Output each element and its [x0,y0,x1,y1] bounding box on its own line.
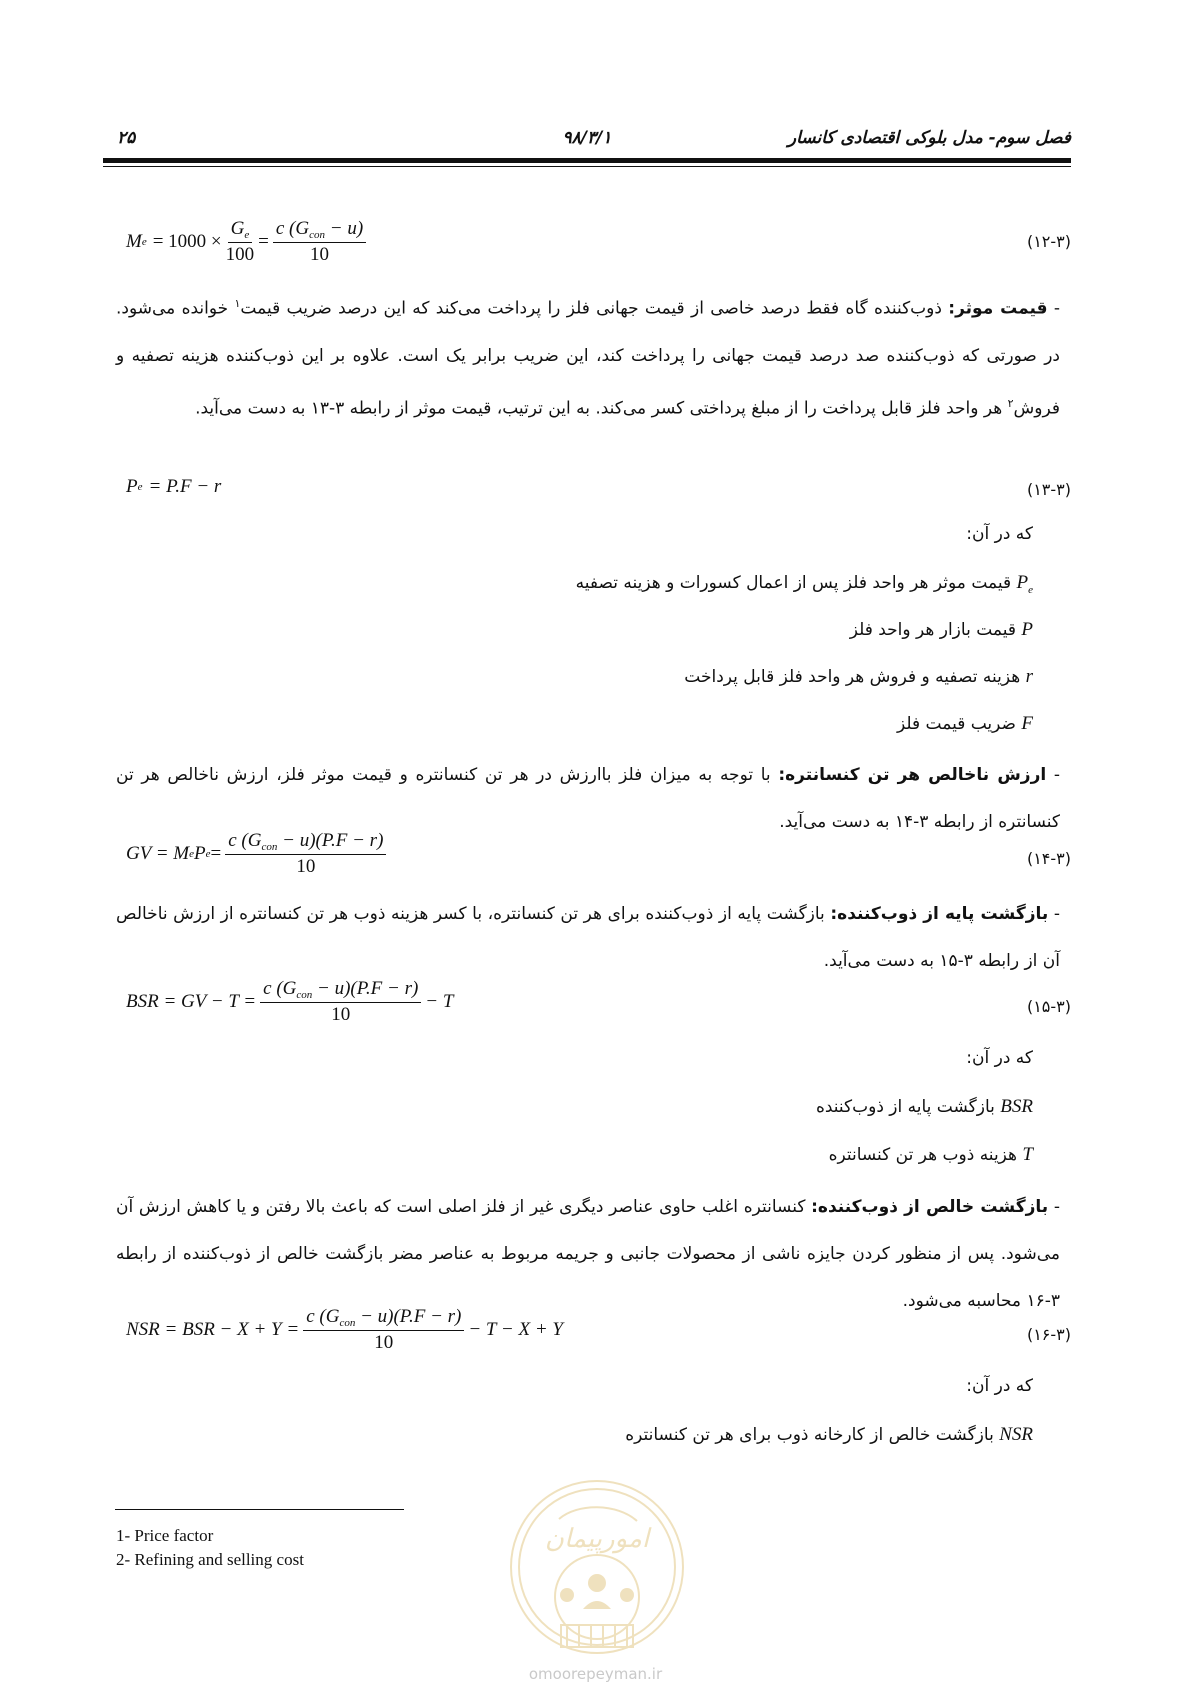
paragraph-net-smelter-return [116,1184,1060,1325]
eq-term: − u)(P.F − r) [355,1306,462,1327]
text: خوانده می‌شود. در صورتی که ذوب‌کننده صد درصد قیمت جهانی را پرداخت کند، این ضریب برابر یک است. علاوه بر این ذوب‌کننده هزینه تصفیه و فروش [116,298,1060,419]
eq-subscript: e [189,848,195,860]
watermark-url: omoorepeyman.ir [528,1665,663,1683]
definition-item [625,1424,1033,1446]
equation-13-3 [126,476,221,498]
eq-term: − u) [325,218,364,239]
definition-item [850,619,1033,641]
fraction [225,830,386,878]
eq-term: c (G [263,978,297,999]
watermark-logo-text: امورپیمان [544,1524,650,1554]
definition-item [816,1096,1033,1118]
eq-term: − T [425,991,454,1012]
page-number: ۲۵ [117,128,136,148]
eq-term: = P.F − r [148,476,222,497]
dash: - [1047,298,1061,319]
eq-term: c (G [228,830,262,851]
footnote-ref[interactable]: ۲ [1007,396,1014,410]
variable: r [1025,666,1033,687]
footnote-1: 1- Price factor [116,1526,214,1545]
eq-term: 10 [310,244,330,265]
definition-item [829,1144,1033,1166]
variable: F [1021,713,1033,734]
equation-15-3 [126,978,453,1026]
equation-16-3 [126,1306,563,1354]
definition-item [684,666,1033,688]
definition-text: ضریب قیمت فلز [897,714,1022,734]
eq-term: c (G [306,1306,340,1327]
eq-subscript: con [309,229,325,241]
variable: P [1021,619,1033,640]
equation-number: (۱۶-۳) [1026,1325,1071,1344]
where-label: که در آن: [966,524,1033,544]
text: هر واحد فلز قابل پرداخت را از مبلغ پرداختی کسر می‌کند. به این ترتیب، قیمت موثر از رابطه ۳-۱۳ به دست می‌آید. [195,398,1008,419]
bold-term: بازگشت خالص از ذوب‌کننده: [811,1197,1049,1217]
dash: - [1048,1197,1060,1217]
definition-text: قیمت بازار هر واحد فلز [849,620,1022,640]
fraction [260,978,421,1026]
definition-text: هزینه تصفیه و فروش هر واحد فلز قابل پرداخت [684,667,1026,687]
eq-term: = 1000 × [152,231,222,252]
variable: BSR [1000,1096,1033,1117]
variable: NSR [999,1424,1033,1445]
eq-term: G [230,218,245,239]
eq-term: P [126,476,138,497]
bold-term: بازگشت پایه از ذوب‌کننده: [830,904,1049,924]
equation-number: (۱۲-۳) [1026,232,1071,251]
eq-term: 10 [331,1004,351,1025]
eq-term: = [210,843,222,864]
paragraph-effective-price [116,280,1060,432]
fraction [226,218,255,266]
definition-text: هزینه ذوب هر تن کنسانتره [828,1145,1023,1165]
where-label: که در آن: [966,1376,1033,1396]
eq-subscript: con [261,841,278,853]
eq-subscript: con [296,989,313,1001]
eq-term: 100 [225,244,255,265]
eq-term: M [126,231,142,252]
eq-subscript: e [1028,583,1033,596]
definition-text: بازگشت خالص از کارخانه ذوب برای هر تن کنسانتره [625,1425,1000,1445]
definition-item [576,572,1033,596]
header-date: ۹۸/۳/۱ [562,128,612,148]
eq-term: BSR = GV − T = [126,991,257,1012]
definition-item [897,713,1033,735]
eq-term: c (G [275,218,310,239]
eq-term: 10 [374,1332,394,1353]
eq-subscript: e [137,481,143,493]
footnote-2: 2- Refining and selling cost [116,1550,304,1569]
fraction [273,218,366,266]
bold-term: قیمت موثر: [948,298,1048,319]
eq-term: NSR = BSR − X + Y = [126,1319,300,1340]
chapter-title: فصل سوم- مدل بلوکی اقتصادی کانسار [787,128,1071,148]
equation-number: (۱۴-۳) [1026,849,1071,868]
bold-term: ارزش ناخالص هر تن کنسانتره: [778,765,1047,785]
dash: - [1048,904,1060,924]
text: با توجه به میزان فلز باارزش در هر تن کنسانتره و قیمت موثر فلز، ارزش ناخالص هر تن کنسانتره از رابطه ۳-۱۴ به دست می‌آید. [116,765,1060,832]
definition-text: قیمت موثر هر واحد فلز پس از اعمال کسورات و هزینه تصفیه [575,573,1017,593]
seal-icon [507,1475,687,1665]
eq-term: P [194,843,206,864]
eq-term: − u)(P.F − r) [277,830,384,851]
equation-number: (۱۵-۳) [1026,997,1071,1016]
dash: - [1046,765,1061,785]
header-rule-thick [103,158,1071,163]
footnote-ref[interactable]: ۱ [234,297,241,310]
eq-term: 10 [296,856,316,877]
eq-subscript: e [141,236,147,248]
eq-subscript: con [339,1317,356,1329]
eq-term: − u)(P.F − r) [312,978,419,999]
variable: P [1016,572,1029,593]
variable: T [1022,1144,1033,1165]
text: ذوب‌کننده گاه فقط درصد خاصی از قیمت جهانی فلز را پرداخت می‌کند که این درصد ضریب قیمت [240,298,949,319]
running-header [103,128,1071,154]
eq-term: GV = M [126,843,190,864]
where-label: که در آن: [966,1048,1033,1068]
header-rule-thin [103,166,1071,167]
definition-text: بازگشت پایه از ذوب‌کننده [815,1097,1001,1117]
text: بازگشت پایه از ذوب‌کننده برای هر تن کنسانتره، با کسر هزینه ذوب هر تن کنسانتره از ارزش ناخالص آن از رابطه ۳-۱۵ به دست می‌آید. [116,904,1060,971]
eq-subscript: e [205,848,211,860]
paragraph-base-smelter-return [116,891,1060,985]
watermark-logo [507,1475,687,1665]
eq-subscript: e [244,229,250,241]
text: کنسانتره اغلب حاوی عناصر دیگری غیر از فلز اصلی است که باعث بالا رفتن و یا کاهش ارزش آن می‌شود. پس از منظور کردن جایزه ناشی از محصولات جانبی و جریمه مربوط به عناصر مضر بازگشت خالص از ذوب‌کننده از رابطه ۳-۱۶ محاسبه می‌شود. [116,1197,1060,1311]
fraction [303,1306,464,1354]
equation-14-3 [126,830,390,878]
eq-term: − T − X + Y [468,1319,563,1340]
equation-12-3: M e = 1000 × $\frac{G_e}{100}$ = $\frac{c (G_{con} - u)}{10}$ [126,218,370,266]
equation-number: (۱۳-۳) [1026,480,1071,499]
footnote-rule [115,1509,404,1510]
